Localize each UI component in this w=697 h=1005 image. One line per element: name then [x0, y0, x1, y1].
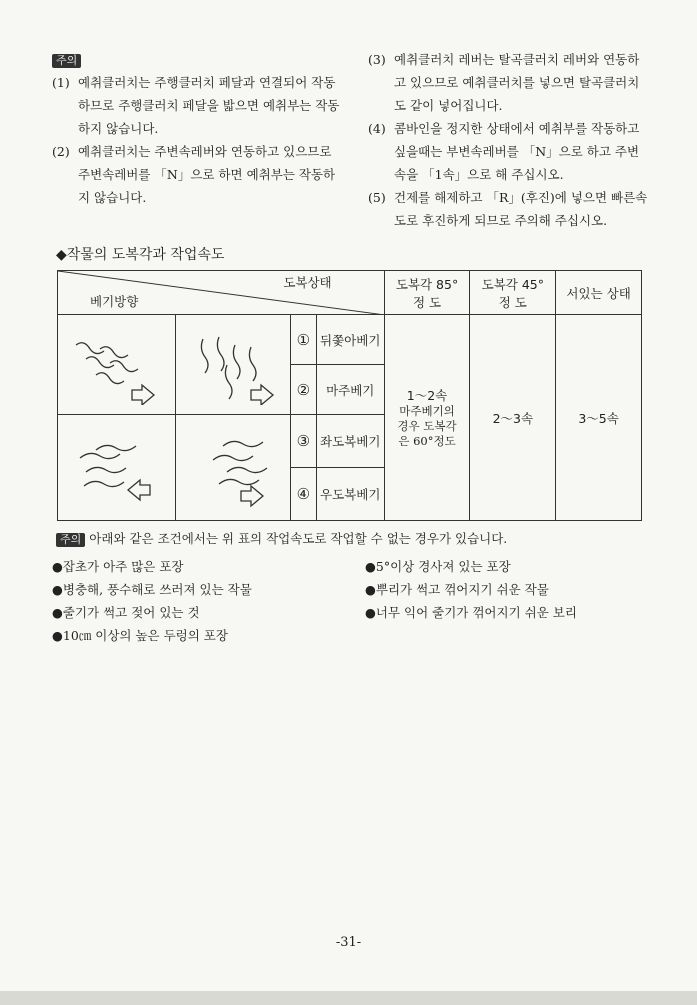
bullet-item: ●줄기가 썩고 젖어 있는 것	[52, 605, 200, 620]
lodging-speed-table	[57, 270, 642, 521]
speed-angle-85: 1～2속 마주베기의 경우 도복각 은 60°정도	[384, 315, 470, 521]
row-4-label: 우도복베기	[316, 468, 384, 521]
header-lodging-state: 도복상태	[283, 275, 332, 290]
speed-angle-45: 2～3속	[470, 315, 556, 521]
header-angle-45: 도복각 45° 정 도	[470, 271, 556, 315]
header-angle-85: 도복각 85° 정 도	[384, 271, 470, 315]
row-3-label: 좌도복베기	[316, 415, 384, 468]
header-standing: 서있는 상태	[556, 271, 642, 315]
lodged-crop-facing-icon	[183, 325, 283, 405]
section-title: ◆작물의 도복각과 작업속도	[56, 247, 225, 263]
lodged-crop-follow-icon	[66, 325, 166, 405]
header-cutting-direction: 베기방향	[90, 294, 139, 309]
page-number: -31-	[335, 935, 362, 950]
bullet-item: ●5°이상 경사져 있는 포장	[365, 559, 511, 574]
crop-illustration-2	[175, 315, 290, 415]
caution-line	[56, 529, 507, 547]
crop-illustration-1	[58, 315, 176, 415]
bullet-item: ●너무 익어 줄기가 꺾어지기 쉬운 보리	[365, 605, 577, 620]
row-2-number: ②	[290, 365, 316, 415]
note-2: (2) 예취클러치는 주변속레버와 연동하고 있으므로 주변속레버를 「N」으로 하면 예취부는 작동하지 않습니다.	[52, 144, 336, 205]
row-1-label: 뒤쫓아베기	[316, 315, 384, 365]
bullet-item: ●10㎝ 이상의 높은 두렁의 포장	[52, 628, 228, 643]
notes-right	[368, 48, 648, 232]
bullets-left	[52, 555, 252, 647]
bullet-item: ●병충해, 풍수해로 쓰러져 있는 작물	[52, 582, 252, 597]
crop-illustration-4	[175, 415, 290, 521]
note-4: (4) 콤바인을 정지한 상태에서 예취부를 작동하고 싶을때는 부변속레버를 「N」으로 하고 주변속을 「1속」으로 해 주십시오.	[368, 121, 640, 182]
page-edge	[0, 991, 697, 1005]
caution-text: 아래와 같은 조건에서는 위 표의 작업속도로 작업할 수 없는 경우가 있습니다.	[89, 531, 508, 546]
crop-illustration-3	[58, 415, 176, 521]
notes-left	[52, 48, 342, 209]
lodged-crop-left-icon	[66, 428, 166, 508]
speed-standing: 3～5속	[556, 315, 642, 521]
bullet-item: ●잡초가 아주 많은 포장	[52, 559, 184, 574]
note-5: (5) 건제를 해제하고 「R」(후진)에 넣으면 빠른속도로 후진하게 되므로 주의해 주십시오.	[368, 190, 648, 228]
note-1: (1) 예취클러치는 주행클러치 페달과 연결되어 작동하므로 주행클러치 페달을 밟으면 예취부는 작동하지 않습니다.	[52, 75, 340, 136]
bullet-item: ●뿌리가 썩고 꺾어지기 쉬운 작물	[365, 582, 549, 597]
caution-badge: 주의	[52, 48, 342, 71]
row-1-number: ①	[290, 315, 316, 365]
lodged-crop-right-icon	[183, 428, 283, 508]
row-4-number: ④	[290, 468, 316, 521]
caution-badge-2: 주의	[56, 533, 85, 547]
row-3-number: ③	[290, 415, 316, 468]
note-3: (3) 예취클러치 레버는 탈곡클러치 레버와 연동하고 있으므로 예취클러치를 넣으면 탈곡클러치도 같이 넣어집니다.	[368, 52, 640, 113]
row-2-label: 마주베기	[316, 365, 384, 415]
header-diagonal-cell	[58, 271, 385, 315]
bullets-right	[365, 555, 577, 624]
